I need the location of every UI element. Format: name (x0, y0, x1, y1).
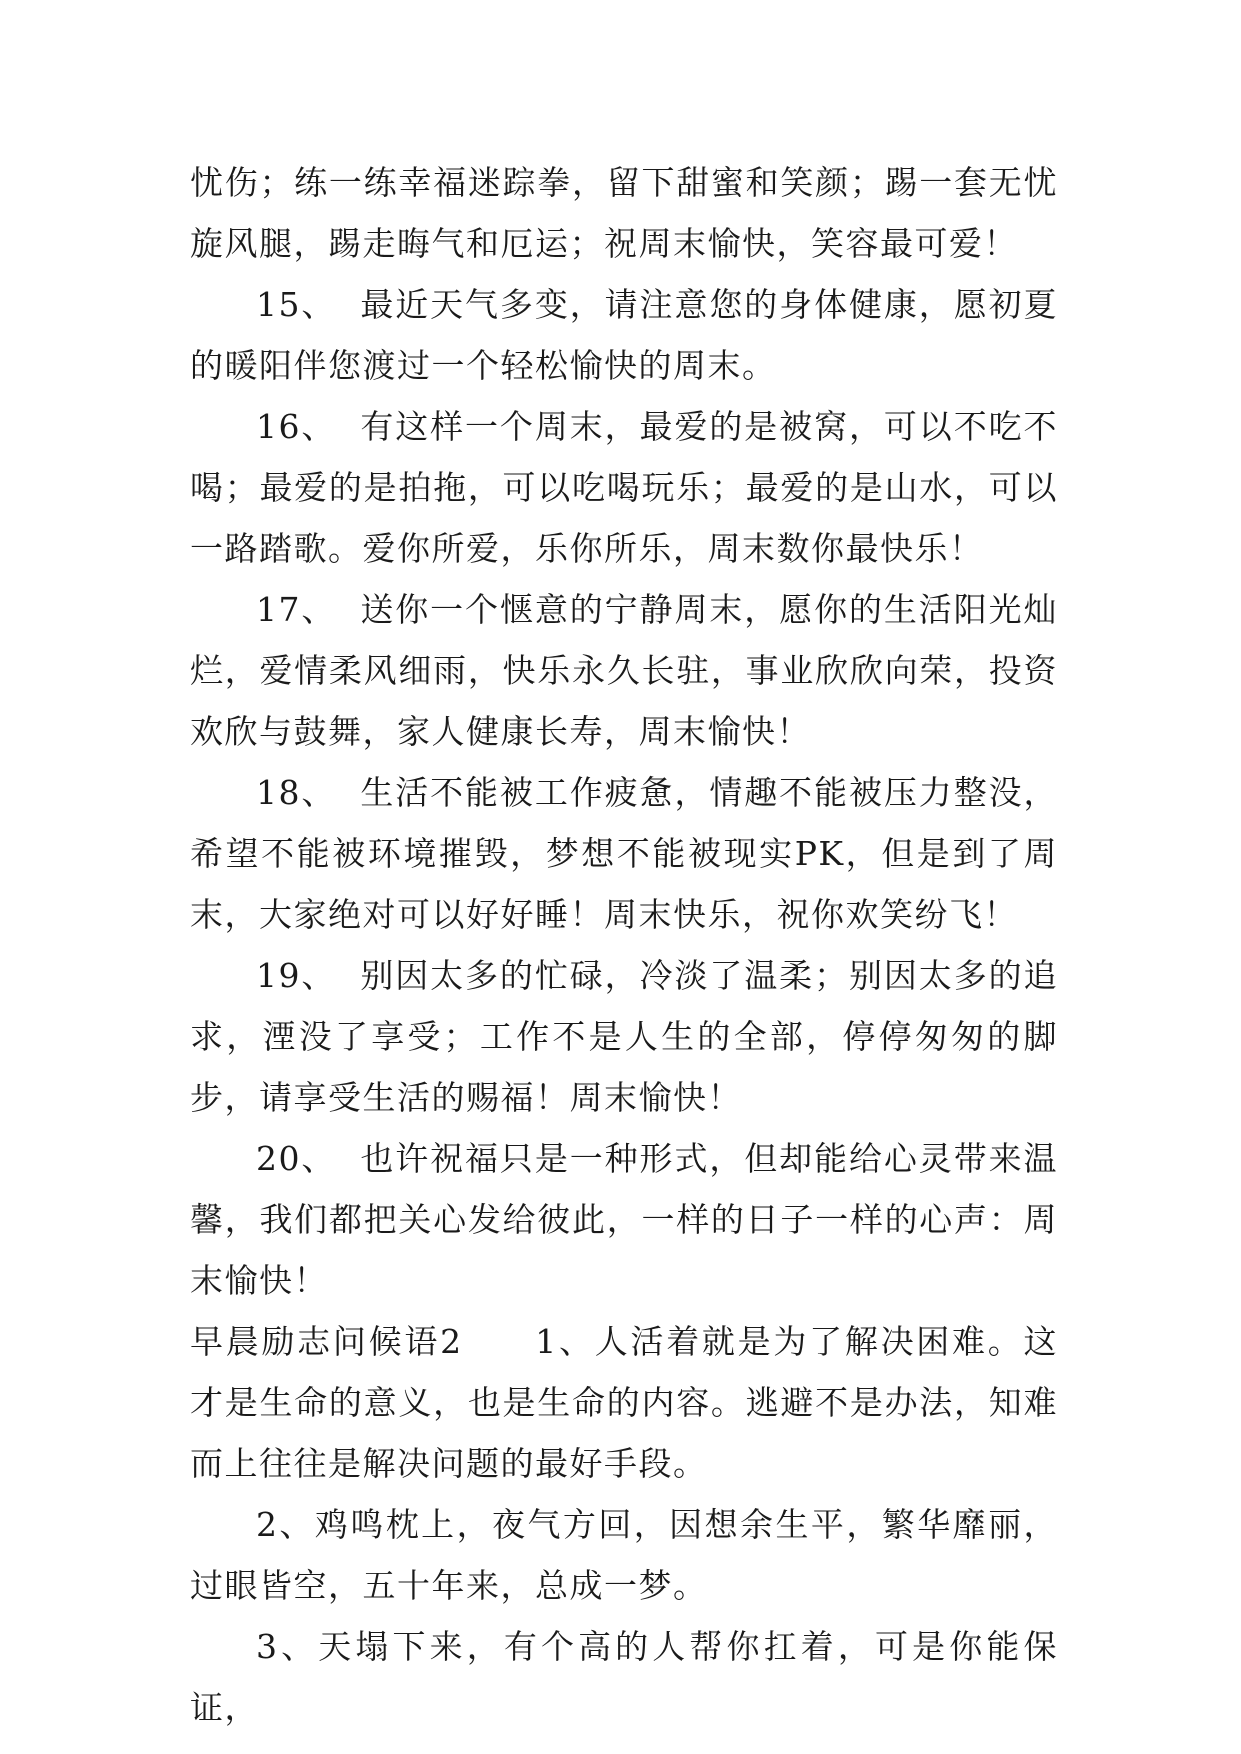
paragraph-text: 最近天气多变，请注意您的身体健康，愿初夏的暖阳伴您渡过一个轻松愉快的周末。 (190, 285, 1059, 385)
item-number: 18、 (256, 773, 337, 812)
paragraph-item-16 (190, 396, 1058, 579)
item-number: 15、 (256, 285, 337, 324)
paragraph-text: 也许祝福只是一种形式，但却能给心灵带来温馨，我们都把关心发给彼此，一样的日子一样的心声：周末愉快！ (190, 1139, 1059, 1300)
paragraph-text: 忧伤；练一练幸福迷踪拳，留下甜蜜和笑颜；踢一套无忧旋风腿，踢走晦气和厄运；祝周末愉快，笑容最可爱！ (190, 163, 1058, 263)
paragraph-text: 有这样一个周末，最爱的是被窝，可以不吃不喝；最爱的是拍拖，可以吃喝玩乐；最爱的是山水，可以一路踏歌。爱你所爱，乐你所乐，周末数你最快乐！ (190, 407, 1059, 568)
paragraph-text: 2、鸡鸣枕上，夜气方回，因想余生平，繁华靡丽，过眼皆空，五十年来，总成一梦。 (190, 1505, 1058, 1605)
item-number: 19、 (256, 956, 337, 995)
paragraph-item-20 (190, 1128, 1058, 1311)
paragraph-text: 送你一个惬意的宁静周末，愿你的生活阳光灿烂，爱情柔风细雨，快乐永久长驻，事业欣欣向荣，投资欢欣与鼓舞，家人健康长寿，周末愉快！ (190, 590, 1059, 751)
item-number: 17、 (256, 590, 337, 629)
paragraph-continuation (190, 152, 1058, 274)
item-number: 20、 (256, 1139, 337, 1178)
document-body (190, 152, 1058, 1738)
item-number: 16、 (256, 407, 337, 446)
paragraph-text: 生活不能被工作疲惫，情趣不能被压力整没，希望不能被环境摧毁，梦想不能被现实PK，但是到了周末，大家绝对可以好好睡！周末快乐，祝你欢笑纷飞！ (190, 773, 1059, 934)
paragraph-text: 别因太多的忙碌，冷淡了温柔；别因太多的追求，湮没了享受；工作不是人生的全部，停停匆匆的脚步，请享受生活的赐福！周末愉快！ (190, 956, 1059, 1117)
section-heading-paragraph (190, 1311, 1058, 1494)
paragraph-item-2 (190, 1494, 1058, 1616)
paragraph-item-17 (190, 579, 1058, 762)
paragraph-item-18 (190, 762, 1058, 945)
paragraph-item-19 (190, 945, 1058, 1128)
paragraph-item-3 (190, 1616, 1058, 1738)
paragraph-text: 早晨励志问候语2 1、人活着就是为了解决困难。这才是生命的意义，也是生命的内容。逃避不是办法，知难而上往往是解决问题的最好手段。 (190, 1322, 1058, 1483)
paragraph-text: 3、天塌下来，有个高的人帮你扛着，可是你能保证， (190, 1627, 1058, 1727)
paragraph-item-15 (190, 274, 1058, 396)
